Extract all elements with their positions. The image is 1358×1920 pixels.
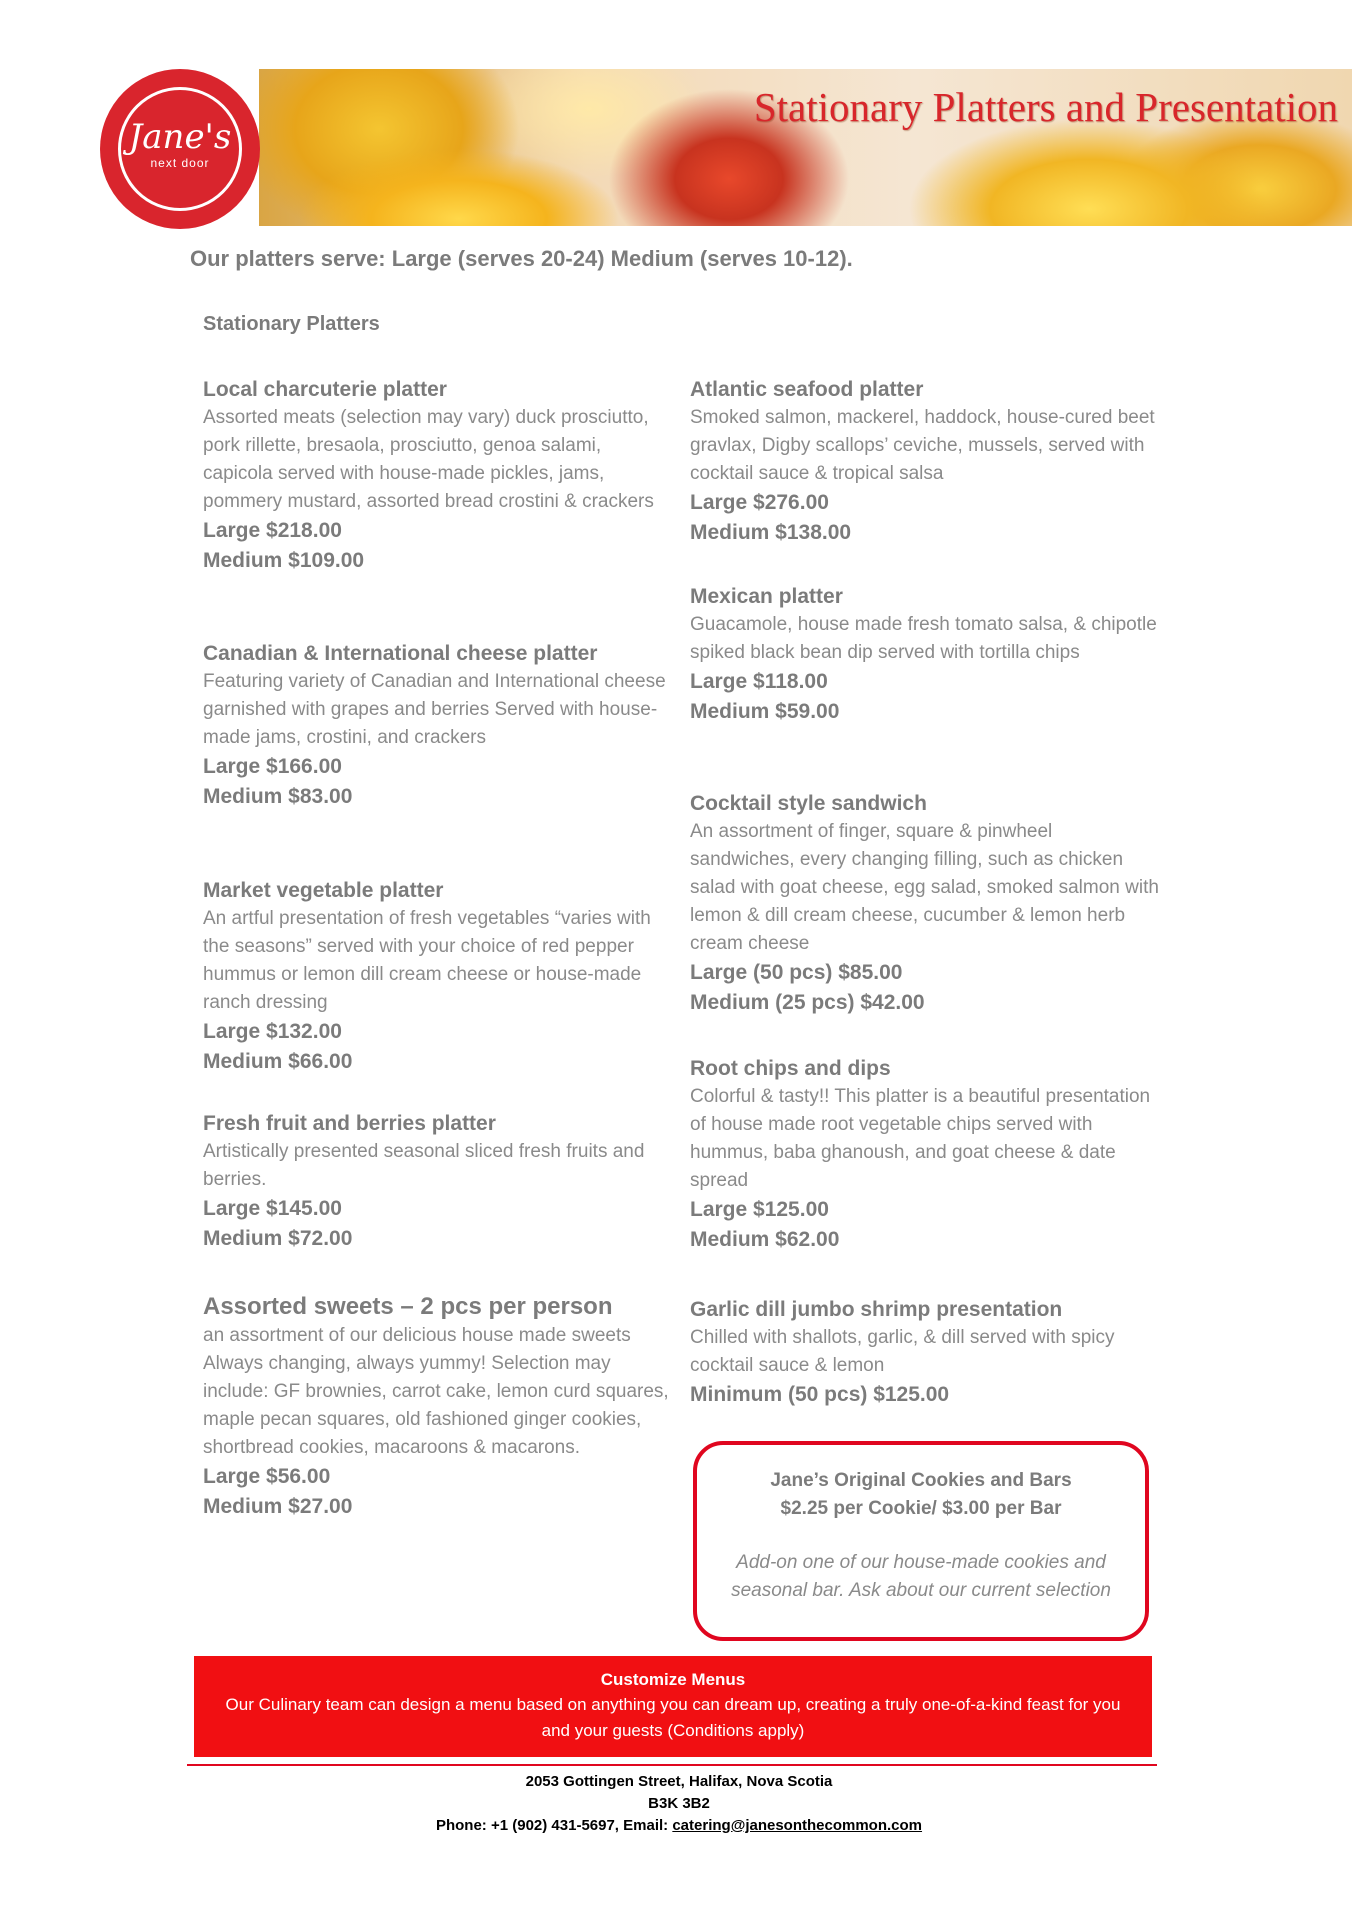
logo-script: Jane's	[128, 117, 232, 157]
customize-body: Our Culinary team can design a menu based on anything you can dream up, creating a truly one-of-a-kind feast for you and your guests (Conditions apply)	[225, 1695, 1121, 1740]
item-description-extra: Always changing, always yummy! Selection may include: GF brownies, carrot cake, lemon curd squares, maple pecan squares, old fashioned ginger cookies, shortbread cookies, macaroons & macarons.	[203, 1353, 669, 1458]
item-title: Cocktail style sandwich	[690, 792, 927, 815]
item-price-medium: Medium $83.00	[203, 785, 353, 808]
item-price-medium: Medium $109.00	[203, 549, 365, 572]
item-price-large: Large $125.00	[690, 1198, 829, 1221]
item-description: Guacamole, house made fresh tomato salsa, & chipotle spiked black bean dip served with tortilla chips	[690, 614, 1157, 663]
footer-contact	[0, 1815, 1358, 1837]
item-title: Canadian & International cheese platter	[203, 642, 598, 665]
item-price-large: Large (50 pcs) $85.00	[690, 961, 903, 984]
item-price-medium: Medium $59.00	[690, 700, 840, 723]
item-description: Chilled with shallots, garlic, & dill served with spicy cocktail sauce & lemon	[690, 1327, 1115, 1376]
item-description: An artful presentation of fresh vegetables “varies with the seasons” served with your choice of red pepper hummus or lemon dill cream cheese or house-made ranch dressing	[203, 908, 651, 1013]
menu-item-root-chips	[690, 1055, 1160, 1255]
item-title: Market vegetable platter	[203, 879, 444, 902]
menu-item-shrimp	[690, 1296, 1160, 1410]
section-title: Stationary Platters	[203, 313, 380, 335]
item-title: Fresh fruit and berries platter	[203, 1112, 496, 1135]
item-description: an assortment of our delicious house made sweets	[203, 1325, 631, 1346]
menu-item-charcuterie	[203, 376, 673, 576]
menu-item-cheese	[203, 640, 673, 812]
item-description: Artistically presented seasonal sliced fresh fruits and berries.	[203, 1141, 645, 1190]
item-price-medium: Medium $72.00	[203, 1227, 353, 1250]
item-description: Colorful & tasty!! This platter is a beautiful presentation of house made root vegetable chips served with hummus, baba ghanoush, and goat cheese & date spread	[690, 1086, 1151, 1191]
item-price-large: Large $166.00	[203, 755, 342, 778]
banner-title: Stationary Platters and Presentation	[753, 84, 1338, 130]
item-price-minimum: Minimum (50 pcs) $125.00	[690, 1383, 950, 1406]
item-description: Featuring variety of Canadian and International cheese garnished with grapes and berries Served with house-made jams, crostini, and crackers	[203, 671, 666, 748]
customize-title: Customize Menus	[600, 1670, 746, 1689]
footer-postal-code: B3K 3B2	[648, 1795, 710, 1812]
item-title: Local charcuterie platter	[203, 378, 447, 401]
item-price-large: Large $218.00	[203, 519, 342, 542]
logo-subtitle: next door	[150, 156, 210, 170]
callout-price: $2.25 per Cookie/ $3.00 per Bar	[780, 1498, 1062, 1519]
logo-ring	[118, 87, 242, 211]
menu-item-sweets	[203, 1292, 673, 1522]
header-banner	[259, 69, 1352, 226]
callout-body: Add-on one of our house-made cookies and seasonal bar. Ask about our current selection	[731, 1552, 1111, 1601]
menu-item-vegetable	[203, 877, 673, 1077]
item-description: Smoked salmon, mackerel, haddock, house-cured beet gravlax, Digby scallops’ ceviche, mussels, served with cocktail sauce & tropical salsa	[690, 407, 1155, 484]
footer-address: 2053 Gottingen Street, Halifax, Nova Scotia	[525, 1773, 833, 1790]
item-title: Assorted sweets – 2 pcs per person	[203, 1293, 613, 1320]
footer-email-link[interactable]: catering@janesonthecommon.com	[672, 1817, 923, 1834]
callout-title: Jane’s Original Cookies and Bars	[770, 1470, 1072, 1491]
item-title: Garlic dill jumbo shrimp presentation	[690, 1298, 1063, 1321]
footer-phone: Phone: +1 (902) 431-5697, Email:	[435, 1817, 673, 1834]
item-price-medium: Medium $62.00	[690, 1228, 840, 1251]
item-price-large: Large $56.00	[203, 1465, 331, 1488]
menu-item-seafood	[690, 376, 1160, 548]
item-title: Root chips and dips	[690, 1057, 891, 1080]
janes-logo	[100, 69, 260, 229]
footer-divider	[187, 1764, 1157, 1766]
item-price-medium: Medium (25 pcs) $42.00	[690, 991, 925, 1014]
item-price-large: Large $145.00	[203, 1197, 342, 1220]
item-description: Assorted meats (selection may vary) duck prosciutto, pork rillette, bresaola, prosciutto, genoa salami, capicola served with house-made pickles, jams, pommery mustard, assorted bread crostini & crackers	[203, 407, 654, 512]
item-price-large: Large $132.00	[203, 1020, 342, 1043]
item-title: Mexican platter	[690, 585, 843, 608]
menu-item-fruit	[203, 1110, 673, 1254]
customize-banner	[194, 1656, 1152, 1757]
item-price-medium: Medium $27.00	[203, 1495, 353, 1518]
menu-item-sandwich	[690, 790, 1160, 1018]
cookies-callout	[693, 1441, 1149, 1641]
item-price-large: Large $276.00	[690, 491, 829, 514]
menu-item-mexican	[690, 583, 1160, 727]
item-price-medium: Medium $66.00	[203, 1050, 353, 1073]
serves-note: Our platters serve: Large (serves 20-24) Medium (serves 10-12).	[190, 246, 853, 271]
item-description: An assortment of finger, square & pinwheel sandwiches, every changing filling, such as chicken salad with goat cheese, egg salad, smoked salmon with lemon & dill cream cheese, cucumber & lemon herb cream cheese	[690, 821, 1159, 954]
item-price-medium: Medium $138.00	[690, 521, 852, 544]
item-title: Atlantic seafood platter	[690, 378, 924, 401]
item-price-large: Large $118.00	[690, 670, 828, 693]
footer	[0, 1771, 1358, 1837]
